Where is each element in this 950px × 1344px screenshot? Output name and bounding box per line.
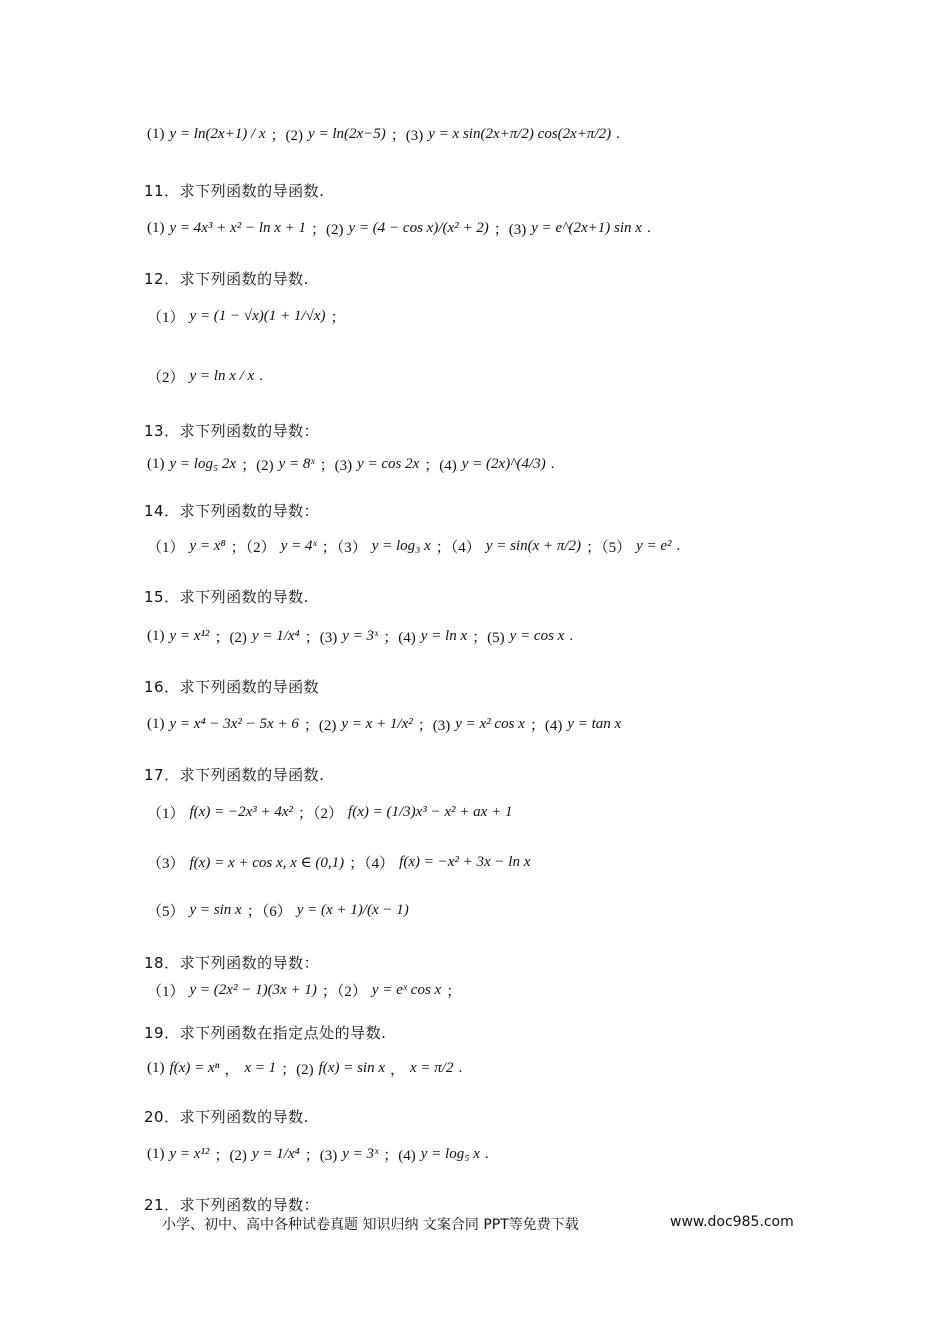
item-label: . <box>676 538 681 554</box>
item-label: ；(4) <box>424 458 457 474</box>
item-label: . <box>569 628 574 644</box>
formula: f(x) = xⁿ <box>169 1060 220 1076</box>
formula-row <box>144 852 870 873</box>
formula-row <box>144 626 870 647</box>
page-footer <box>162 1214 802 1234</box>
item-label: ； <box>446 984 462 1000</box>
formula: y = (x + 1)/(x − 1) <box>296 902 409 918</box>
formula-row <box>144 218 870 239</box>
formula: y = log₃ x <box>371 538 431 554</box>
formula-row <box>144 1058 870 1079</box>
item-label: ；(4) <box>529 718 563 734</box>
formula: y = x sin(2x+π/2) cos(2x+π/2) <box>428 126 612 142</box>
formula: f(x) = (1/3)x³ − x² + ax + 1 <box>348 804 513 820</box>
formula-row <box>144 454 870 475</box>
formula-row <box>144 714 870 735</box>
footer-text: 小学、初中、高中各种试卷真题 知识归纳 文案合同 PPT等免费下载 <box>162 1217 579 1233</box>
item-label: ；(5) <box>472 630 505 646</box>
formula: y = ln(2x−5) <box>308 126 386 142</box>
formula-row <box>144 900 870 921</box>
item-label: ；(2) <box>303 718 337 734</box>
item-label: . <box>616 126 620 142</box>
formula-row <box>144 1144 870 1165</box>
item-label: ；（6） <box>246 904 292 920</box>
formula: y = 4ˣ <box>280 538 317 554</box>
item-label: （5） <box>147 904 185 920</box>
question-heading: 16．求下列函数的导函数 <box>144 678 320 696</box>
item-label: (1) <box>147 628 165 644</box>
formula-row <box>144 980 870 1001</box>
formula-row <box>144 802 870 823</box>
item-label: . <box>550 456 555 472</box>
formula: x = π/2 <box>410 1060 454 1076</box>
formula-row <box>144 366 870 387</box>
formula-row <box>144 536 870 557</box>
item-label: ； <box>330 310 346 326</box>
formula: f(x) = sin x <box>318 1060 385 1076</box>
formula: y = (2x)^(4/3) <box>461 456 546 472</box>
item-label: ；(3) <box>304 1148 338 1164</box>
formula: y = x⁸ <box>189 538 226 554</box>
item-label: ；（3） <box>321 540 367 556</box>
item-label: ；(3) <box>417 718 451 734</box>
item-label: （1） <box>147 310 185 326</box>
item-label: ；（2） <box>298 806 344 822</box>
item-label: ；(3) <box>319 458 353 474</box>
item-label: （2） <box>147 370 185 386</box>
formula: y = x + 1/x² <box>341 716 413 732</box>
item-label: ；（5） <box>586 540 632 556</box>
formula: y = sin(x + π/2) <box>485 538 582 554</box>
question-heading: 11．求下列函数的导函数. <box>144 182 325 200</box>
item-label: . <box>259 368 263 384</box>
formula: y = 1/x⁴ <box>251 628 300 644</box>
formula: x = 1 <box>244 1060 277 1076</box>
item-label: . <box>646 220 651 236</box>
formula: f(x) = −x² + 3x − ln x <box>399 854 531 870</box>
question-heading: 21．求下列函数的导数： <box>144 1196 320 1214</box>
item-label: ；(2) <box>281 1062 314 1078</box>
question-heading: 14．求下列函数的导数： <box>144 502 320 520</box>
item-label: ；（2） <box>230 540 276 556</box>
item-label: ；(2) <box>270 128 304 144</box>
item-label: ；(2) <box>311 222 344 238</box>
item-label: ；(2) <box>214 1148 247 1164</box>
item-label: ；（4） <box>349 856 395 872</box>
formula-row <box>144 124 870 145</box>
item-label: （1） <box>147 806 185 822</box>
item-label: ；(2) <box>241 458 274 474</box>
item-label: (1) <box>147 456 165 472</box>
formula: y = log₅ 2x <box>169 456 237 472</box>
item-label: ；(4) <box>383 630 416 646</box>
item-label: （1） <box>147 984 185 1000</box>
question-heading: 15．求下列函数的导数. <box>144 588 309 606</box>
question-heading: 12．求下列函数的导数. <box>144 270 309 288</box>
item-label: （1） <box>147 540 185 556</box>
formula: y = eˣ cos x <box>371 982 442 998</box>
formula: y = e^(2x+1) sin x <box>531 220 642 236</box>
item-label: (1) <box>147 1060 165 1076</box>
item-label: （3） <box>147 856 185 872</box>
formula: y = 8ˣ <box>278 456 315 472</box>
formula: y = 4x³ + x² − ln x + 1 <box>169 220 307 236</box>
question-heading: 19．求下列函数在指定点处的导数. <box>144 1024 387 1042</box>
formula: y = ln(2x+1) / x <box>169 126 266 142</box>
formula: y = x¹² <box>169 1146 210 1162</box>
formula: y = log₅ x <box>420 1146 480 1162</box>
item-label: ；(3) <box>390 128 424 144</box>
formula: y = x¹² <box>169 628 210 644</box>
item-label: (1) <box>147 1146 165 1162</box>
formula: y = (4 − cos x)/(x² + 2) <box>348 220 489 236</box>
formula: y = e² <box>636 538 672 554</box>
formula: y = cos 2x <box>357 456 420 472</box>
item-label: . <box>458 1060 463 1076</box>
formula: y = (2x² − 1)(3x + 1) <box>189 982 317 998</box>
question-heading: 18．求下列函数的导数： <box>144 954 320 972</box>
formula: y = cos x <box>509 628 565 644</box>
formula: y = sin x <box>189 902 242 918</box>
formula: y = 1/x⁴ <box>251 1146 300 1162</box>
formula: y = ln x <box>420 628 468 644</box>
formula: f(x) = −2x³ + 4x² <box>189 804 294 820</box>
item-label: ；(4) <box>383 1148 416 1164</box>
item-label: (1) <box>147 220 165 236</box>
formula: y = ln x / x <box>189 368 255 384</box>
item-label: . <box>484 1146 489 1162</box>
item-label: (1) <box>147 126 165 142</box>
item-label: ；(3) <box>493 222 527 238</box>
formula: y = 3ˣ <box>342 1146 379 1162</box>
item-label: ；（2） <box>321 984 367 1000</box>
item-label: ；（4） <box>435 540 481 556</box>
question-heading: 20．求下列函数的导数. <box>144 1108 309 1126</box>
formula: y = x⁴ − 3x² − 5x + 6 <box>169 716 299 732</box>
formula-row <box>144 306 870 327</box>
formula: y = 3ˣ <box>342 628 379 644</box>
formula: y = tan x <box>567 716 622 732</box>
item-label: ；(2) <box>214 630 247 646</box>
item-label: ；(3) <box>304 630 338 646</box>
item-label: ， <box>224 1062 240 1078</box>
item-label: (1) <box>147 716 165 732</box>
item-label: ， <box>389 1062 405 1078</box>
footer-url[interactable]: www.doc985.com <box>670 1214 794 1230</box>
question-heading: 13．求下列函数的导数： <box>144 422 320 440</box>
formula: y = x² cos x <box>455 716 525 732</box>
formula: f(x) = x + cos x, x ∈ (0,1) <box>189 855 345 871</box>
formula: y = (1 − √x)(1 + 1/√x) <box>189 308 326 324</box>
question-heading: 17．求下列函数的导函数. <box>144 766 325 784</box>
